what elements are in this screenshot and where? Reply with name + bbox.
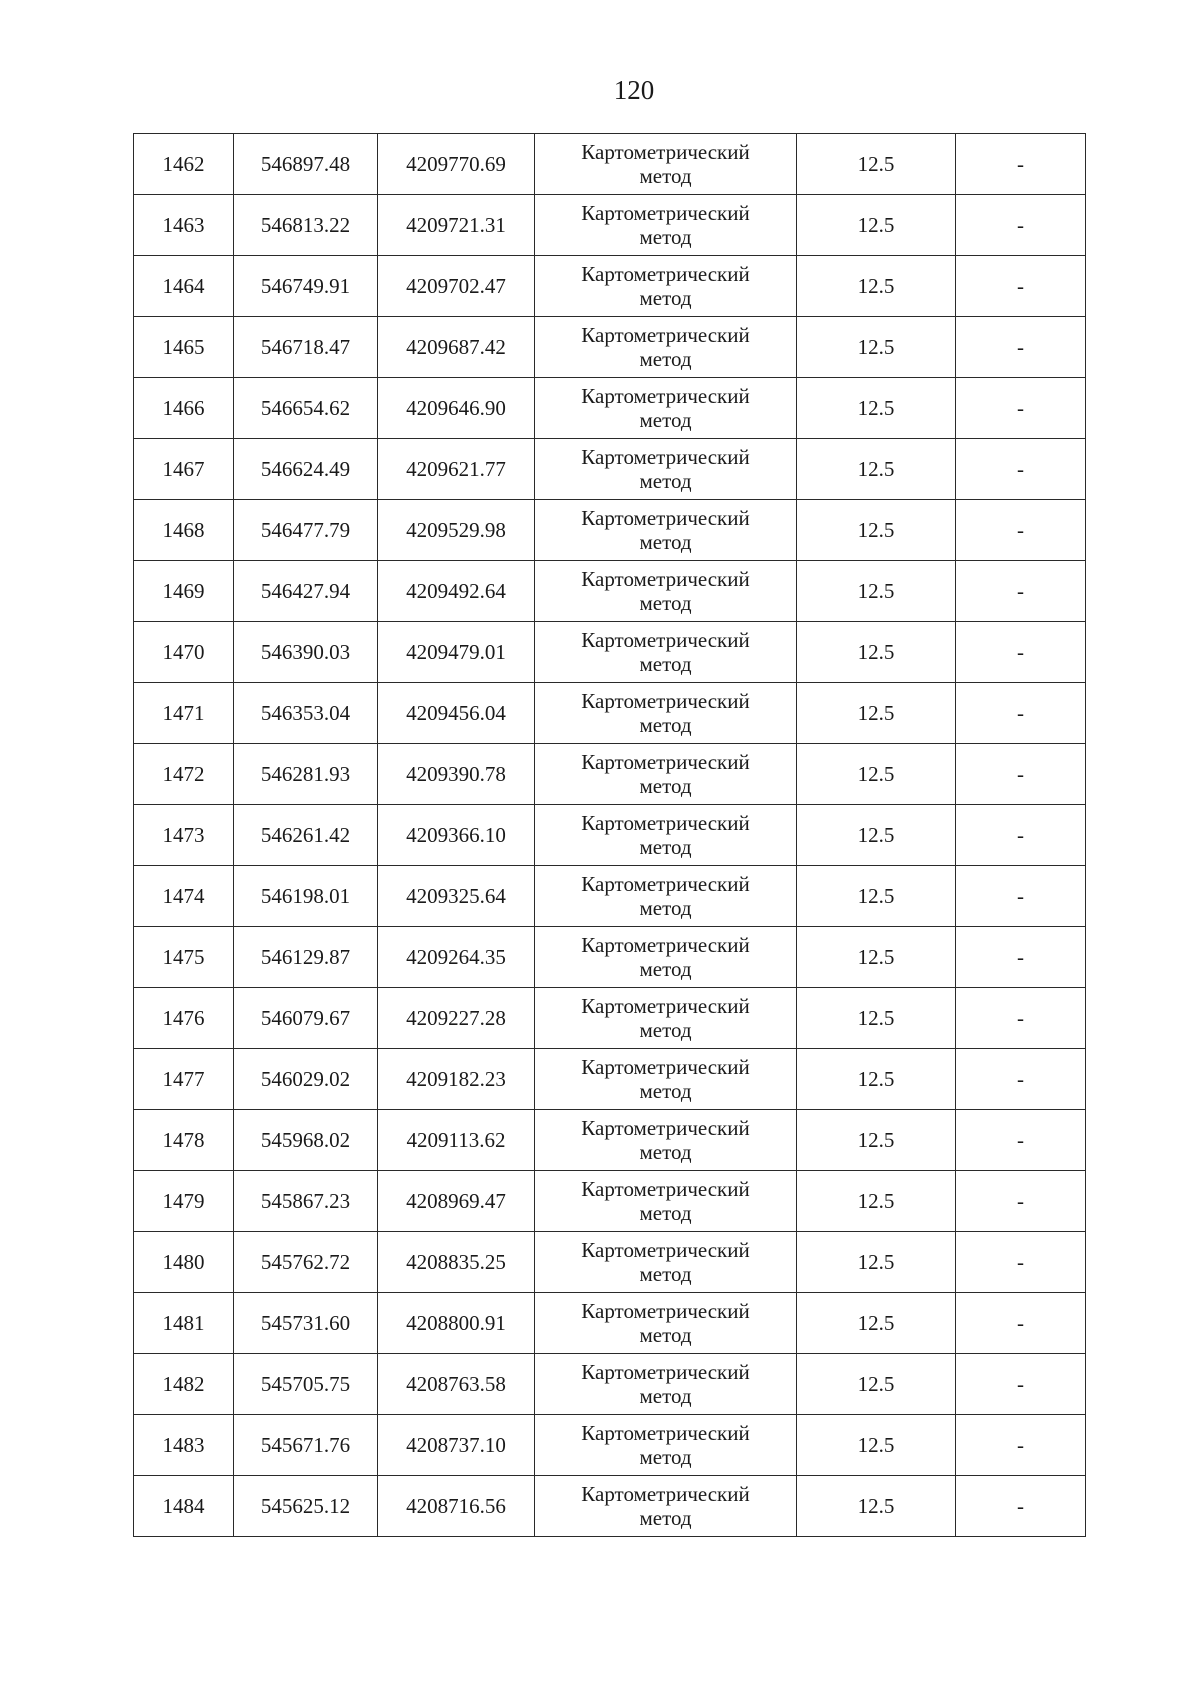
table-row [134,500,1086,561]
point-number-cell: 1470 [134,622,234,683]
method-line-2: метод [639,1506,692,1530]
x-coordinate-cell: 546813.22 [234,195,378,256]
y-coordinate-cell: 4209456.04 [378,683,535,744]
y-coordinate-cell: 4209390.78 [378,744,535,805]
x-coordinate-cell: 546281.93 [234,744,378,805]
method-cell [535,378,797,439]
method-line-2: метод [639,652,692,676]
method-cell [535,1049,797,1110]
x-coordinate-cell: 546029.02 [234,1049,378,1110]
table-row [134,1476,1086,1537]
x-coordinate-cell: 546477.79 [234,500,378,561]
table-body [134,134,1086,1537]
y-coordinate-cell: 4209770.69 [378,134,535,195]
point-number-cell: 1472 [134,744,234,805]
accuracy-cell: 12.5 [797,1171,956,1232]
y-coordinate-cell: 4209529.98 [378,500,535,561]
note-cell: - [956,1049,1086,1110]
table-row [134,317,1086,378]
method-line-1: Картометрический [581,1421,750,1445]
point-number-cell: 1480 [134,1232,234,1293]
method-cell [535,683,797,744]
method-cell [535,1415,797,1476]
x-coordinate-cell: 546427.94 [234,561,378,622]
method-line-2: метод [639,347,692,371]
y-coordinate-cell: 4209113.62 [378,1110,535,1171]
x-coordinate-cell: 545867.23 [234,1171,378,1232]
method-line-2: метод [639,1018,692,1042]
method-cell [535,256,797,317]
method-line-1: Картометрический [581,628,750,652]
accuracy-cell: 12.5 [797,1476,956,1537]
method-line-1: Картометрический [581,567,750,591]
note-cell: - [956,256,1086,317]
accuracy-cell: 12.5 [797,256,956,317]
method-line-2: метод [639,1384,692,1408]
note-cell: - [956,317,1086,378]
method-line-1: Картометрический [581,872,750,896]
method-line-2: метод [639,1079,692,1103]
y-coordinate-cell: 4208969.47 [378,1171,535,1232]
note-cell: - [956,1476,1086,1537]
note-cell: - [956,805,1086,866]
accuracy-cell: 12.5 [797,195,956,256]
method-line-2: метод [639,469,692,493]
note-cell: - [956,1171,1086,1232]
point-number-cell: 1463 [134,195,234,256]
accuracy-cell: 12.5 [797,134,956,195]
method-line-2: метод [639,286,692,310]
table-row [134,988,1086,1049]
method-cell [535,1171,797,1232]
accuracy-cell: 12.5 [797,500,956,561]
point-number-cell: 1465 [134,317,234,378]
method-cell [535,134,797,195]
point-number-cell: 1483 [134,1415,234,1476]
accuracy-cell: 12.5 [797,561,956,622]
point-number-cell: 1477 [134,1049,234,1110]
y-coordinate-cell: 4208800.91 [378,1293,535,1354]
point-number-cell: 1467 [134,439,234,500]
y-coordinate-cell: 4209227.28 [378,988,535,1049]
table-row [134,1049,1086,1110]
x-coordinate-cell: 545731.60 [234,1293,378,1354]
point-number-cell: 1479 [134,1171,234,1232]
x-coordinate-cell: 545762.72 [234,1232,378,1293]
method-line-1: Картометрический [581,750,750,774]
table-row [134,561,1086,622]
method-line-2: метод [639,591,692,615]
method-cell [535,1110,797,1171]
point-number-cell: 1473 [134,805,234,866]
note-cell: - [956,744,1086,805]
method-line-1: Картометрический [581,262,750,286]
table-row [134,927,1086,988]
accuracy-cell: 12.5 [797,927,956,988]
x-coordinate-cell: 546897.48 [234,134,378,195]
y-coordinate-cell: 4209702.47 [378,256,535,317]
table-row [134,1293,1086,1354]
method-line-1: Картометрический [581,201,750,225]
note-cell: - [956,378,1086,439]
method-line-1: Картометрический [581,445,750,469]
method-cell [535,622,797,683]
point-number-cell: 1474 [134,866,234,927]
note-cell: - [956,927,1086,988]
x-coordinate-cell: 546079.67 [234,988,378,1049]
method-line-2: метод [639,896,692,920]
table-row [134,683,1086,744]
method-line-1: Картометрический [581,323,750,347]
point-number-cell: 1482 [134,1354,234,1415]
method-line-2: метод [639,1323,692,1347]
method-cell [535,1354,797,1415]
y-coordinate-cell: 4208763.58 [378,1354,535,1415]
method-line-2: метод [639,164,692,188]
table-row [134,805,1086,866]
method-line-2: метод [639,957,692,981]
method-cell [535,866,797,927]
method-line-1: Картометрический [581,933,750,957]
x-coordinate-cell: 546129.87 [234,927,378,988]
method-cell [535,561,797,622]
point-number-cell: 1478 [134,1110,234,1171]
note-cell: - [956,500,1086,561]
method-line-2: метод [639,713,692,737]
method-line-1: Картометрический [581,1482,750,1506]
point-number-cell: 1481 [134,1293,234,1354]
y-coordinate-cell: 4209264.35 [378,927,535,988]
point-number-cell: 1469 [134,561,234,622]
method-line-1: Картометрический [581,1116,750,1140]
page-number: 120 [613,75,655,105]
method-line-2: метод [639,1140,692,1164]
accuracy-cell: 12.5 [797,805,956,866]
note-cell: - [956,195,1086,256]
method-line-1: Картометрический [581,1360,750,1384]
y-coordinate-cell: 4209687.42 [378,317,535,378]
point-number-cell: 1464 [134,256,234,317]
y-coordinate-cell: 4209182.23 [378,1049,535,1110]
table-row [134,1232,1086,1293]
y-coordinate-cell: 4209492.64 [378,561,535,622]
x-coordinate-cell: 546198.01 [234,866,378,927]
accuracy-cell: 12.5 [797,622,956,683]
method-line-1: Картометрический [581,1055,750,1079]
y-coordinate-cell: 4209325.64 [378,866,535,927]
note-cell: - [956,866,1086,927]
y-coordinate-cell: 4209366.10 [378,805,535,866]
accuracy-cell: 12.5 [797,1293,956,1354]
accuracy-cell: 12.5 [797,378,956,439]
y-coordinate-cell: 4209479.01 [378,622,535,683]
method-line-2: метод [639,835,692,859]
point-number-cell: 1476 [134,988,234,1049]
method-line-2: метод [639,225,692,249]
table-row [134,195,1086,256]
x-coordinate-cell: 545705.75 [234,1354,378,1415]
y-coordinate-cell: 4208716.56 [378,1476,535,1537]
note-cell: - [956,439,1086,500]
x-coordinate-cell: 546718.47 [234,317,378,378]
table-row [134,866,1086,927]
table-row [134,1110,1086,1171]
method-cell [535,500,797,561]
point-number-cell: 1475 [134,927,234,988]
accuracy-cell: 12.5 [797,866,956,927]
table-row [134,134,1086,195]
method-cell [535,1293,797,1354]
x-coordinate-cell: 546624.49 [234,439,378,500]
table-row [134,1171,1086,1232]
y-coordinate-cell: 4209621.77 [378,439,535,500]
method-cell [535,1476,797,1537]
method-line-2: метод [639,774,692,798]
method-cell [535,439,797,500]
note-cell: - [956,561,1086,622]
method-line-1: Картометрический [581,811,750,835]
method-line-1: Картометрический [581,140,750,164]
accuracy-cell: 12.5 [797,317,956,378]
method-cell [535,317,797,378]
accuracy-cell: 12.5 [797,683,956,744]
note-cell: - [956,134,1086,195]
method-line-2: метод [639,530,692,554]
table-row [134,378,1086,439]
note-cell: - [956,1415,1086,1476]
note-cell: - [956,1110,1086,1171]
method-line-2: метод [639,408,692,432]
table-row [134,1354,1086,1415]
accuracy-cell: 12.5 [797,1110,956,1171]
point-number-cell: 1484 [134,1476,234,1537]
table-row [134,1415,1086,1476]
accuracy-cell: 12.5 [797,1049,956,1110]
method-cell [535,805,797,866]
method-line-2: метод [639,1201,692,1225]
method-line-1: Картометрический [581,384,750,408]
x-coordinate-cell: 545671.76 [234,1415,378,1476]
coordinates-table [133,133,1086,1537]
y-coordinate-cell: 4208835.25 [378,1232,535,1293]
table-row [134,256,1086,317]
note-cell: - [956,622,1086,683]
point-number-cell: 1468 [134,500,234,561]
note-cell: - [956,988,1086,1049]
x-coordinate-cell: 546261.42 [234,805,378,866]
x-coordinate-cell: 545625.12 [234,1476,378,1537]
note-cell: - [956,683,1086,744]
method-cell [535,927,797,988]
method-line-1: Картометрический [581,506,750,530]
table-row [134,744,1086,805]
method-line-1: Картометрический [581,994,750,1018]
accuracy-cell: 12.5 [797,1354,956,1415]
y-coordinate-cell: 4209646.90 [378,378,535,439]
accuracy-cell: 12.5 [797,439,956,500]
accuracy-cell: 12.5 [797,1232,956,1293]
note-cell: - [956,1232,1086,1293]
method-cell [535,988,797,1049]
y-coordinate-cell: 4208737.10 [378,1415,535,1476]
accuracy-cell: 12.5 [797,1415,956,1476]
table-row [134,622,1086,683]
method-line-1: Картометрический [581,1238,750,1262]
note-cell: - [956,1354,1086,1415]
note-cell: - [956,1293,1086,1354]
method-cell [535,744,797,805]
method-line-1: Картометрический [581,1177,750,1201]
point-number-cell: 1462 [134,134,234,195]
accuracy-cell: 12.5 [797,744,956,805]
x-coordinate-cell: 545968.02 [234,1110,378,1171]
y-coordinate-cell: 4209721.31 [378,195,535,256]
x-coordinate-cell: 546390.03 [234,622,378,683]
x-coordinate-cell: 546353.04 [234,683,378,744]
x-coordinate-cell: 546749.91 [234,256,378,317]
method-cell [535,195,797,256]
point-number-cell: 1471 [134,683,234,744]
table-row [134,439,1086,500]
accuracy-cell: 12.5 [797,988,956,1049]
point-number-cell: 1466 [134,378,234,439]
method-line-1: Картометрический [581,689,750,713]
x-coordinate-cell: 546654.62 [234,378,378,439]
method-line-2: метод [639,1445,692,1469]
method-cell [535,1232,797,1293]
method-line-2: метод [639,1262,692,1286]
method-line-1: Картометрический [581,1299,750,1323]
